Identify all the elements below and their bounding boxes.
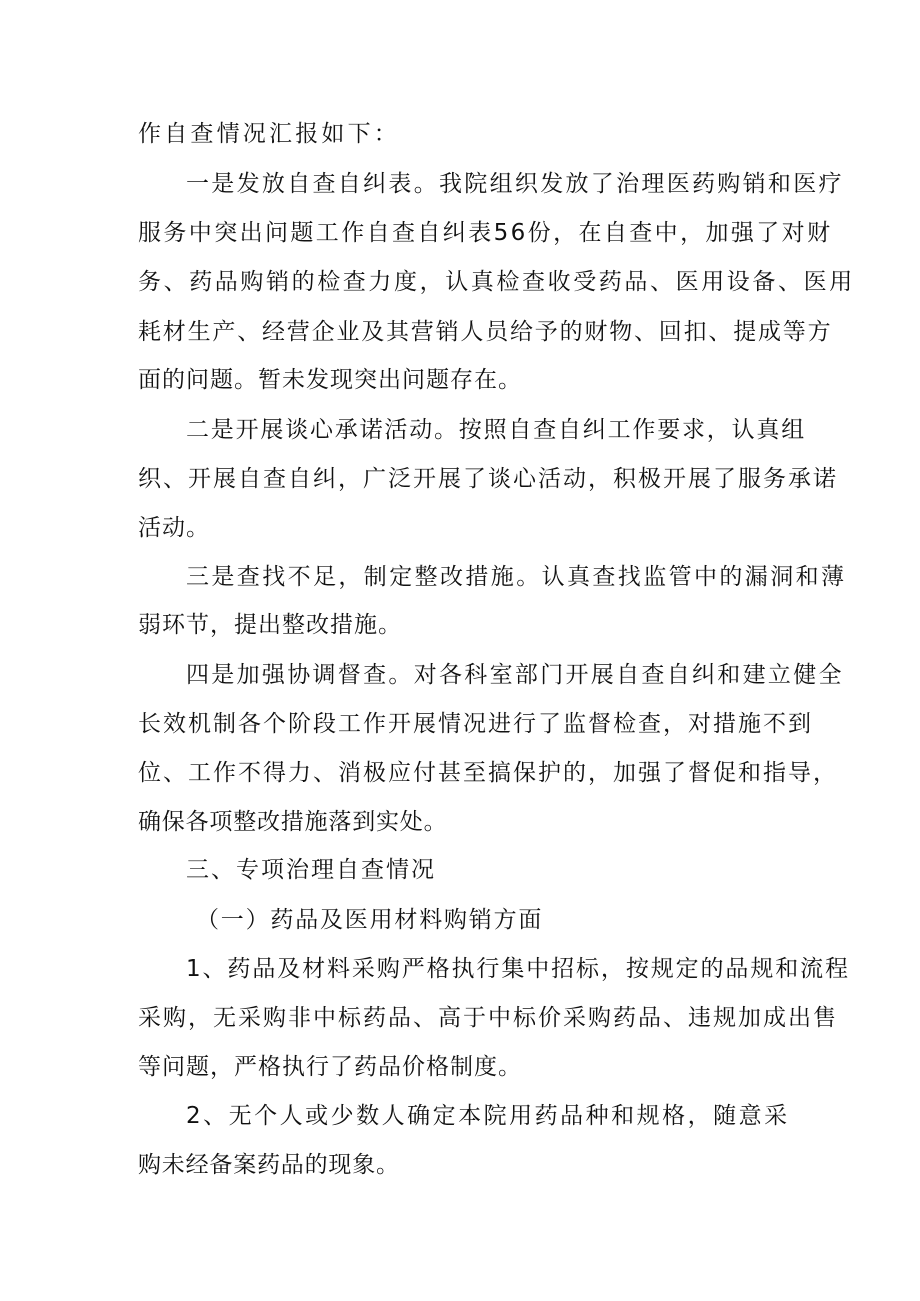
paragraph-2-line-2: 织、开展自查自纠，广泛开展了谈心活动，积极开展了服务承诺 [138,466,838,492]
item-1-line-1: 1、药品及材料采购严格执行集中招标，按规定的品规和流程 [186,956,850,982]
item-2-line-1: 2、无个人或少数人确定本院用药品种和规格，随意采 [186,1103,790,1129]
subsection-heading: （一）药品及医用材料购销方面 [196,907,544,933]
paragraph-1-line-3: 务、药品购销的检查力度，认真检查收受药品、医用设备、医用 [138,269,855,295]
text-line: 作自查情况汇报如下： [138,121,400,147]
item-1-line-2: 采购，无采购非中标药品、高于中标价采购药品、违规加成出售 [138,1005,838,1031]
paragraph-1-line-1: 一是发放自查自纠表。我院组织发放了治理医药购销和医疗 [186,171,844,197]
paragraph-4-line-4: 确保各项整改措施落到实处。 [138,809,448,835]
item-1-line-3: 等问题，严格执行了药品价格制度。 [138,1054,522,1080]
paragraph-2-line-3: 活动。 [138,515,210,541]
paragraph-1-line-5: 面的问题。暂未发现突出问题存在。 [138,367,522,393]
paragraph-3-line-2: 弱环节，提出整改措施。 [138,612,402,638]
paragraph-4-line-2: 长效机制各个阶段工作开展情况进行了监督检查，对措施不到 [138,711,813,737]
paragraph-4-line-3: 位、工作不得力、消极应付甚至搞保护的，加强了督促和指导， [138,760,838,786]
item-2-line-2: 购未经备案药品的现象。 [138,1152,400,1178]
paragraph-2-line-1: 二是开展谈心承诺活动。按照自查自纠工作要求，认真组 [186,417,806,443]
paragraph-4-line-1: 四是加强协调督查。对各科室部门开展自查自纠和建立健全 [186,662,844,688]
section-heading: 三、专项治理自查情况 [186,857,436,883]
paragraph-1-line-2: 服务中突出问题工作自查自纠表56份，在自查中，加强了对财 [138,220,833,246]
paragraph-1-line-4: 耗材生产、经营企业及其营销人员给予的财物、回扣、提成等方 [138,319,833,345]
paragraph-3-line-1: 三是查找不足，制定整改措施。认真查找监管中的漏洞和薄 [186,564,847,590]
